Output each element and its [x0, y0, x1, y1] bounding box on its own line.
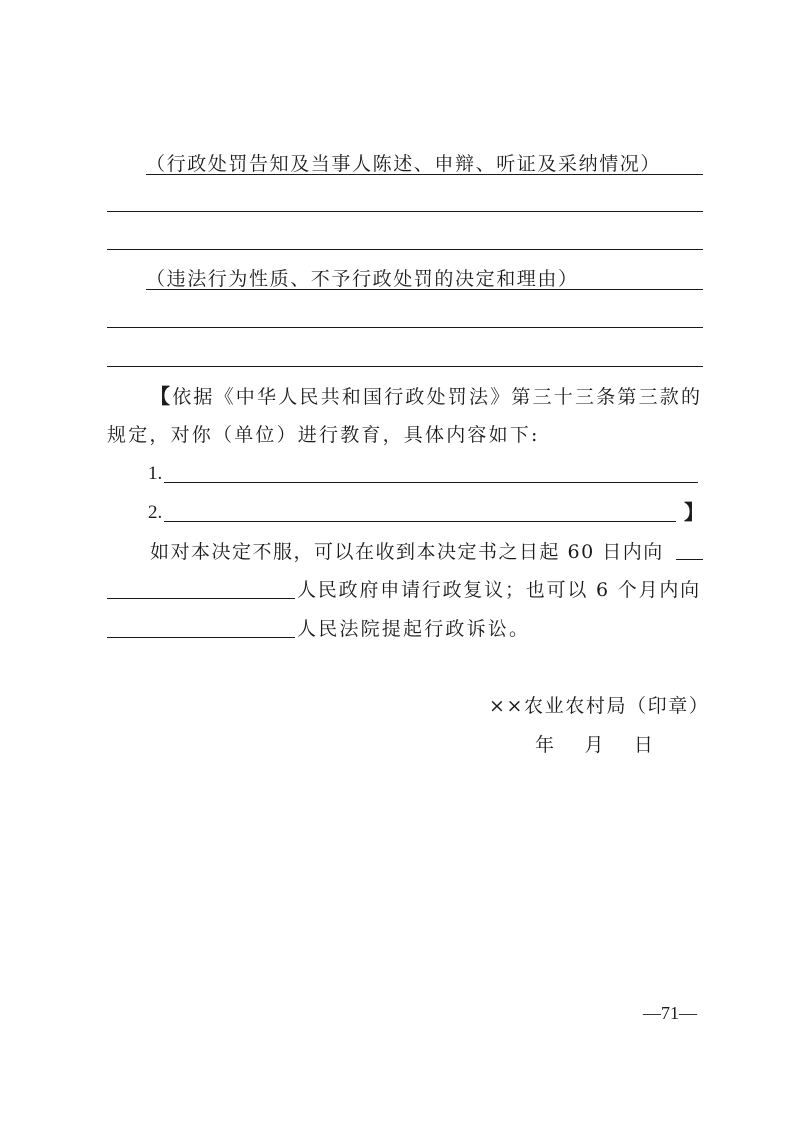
education-paragraph-line-2: 规定，对你（单位）进行教育，具体内容如下:: [107, 424, 540, 446]
item-2-label: 2.: [148, 502, 163, 523]
close-bracket: 】: [684, 500, 707, 524]
nature-blank-line-2[interactable]: [107, 366, 703, 367]
appeal-line-3: 人民法院提起行政诉讼。: [297, 618, 531, 640]
notice-blank-line-2[interactable]: [107, 249, 703, 250]
appeal-blank-line-1b[interactable]: [107, 598, 295, 599]
appeal-blank-line-2[interactable]: [107, 637, 295, 638]
nature-blank-line-1[interactable]: [107, 327, 703, 328]
item-1-blank-line[interactable]: [164, 482, 698, 483]
item-2-blank-line[interactable]: [164, 521, 676, 522]
appeal-line-2: 人民政府申请行政复议；也可以 6 个月内向: [297, 579, 701, 601]
date-line: [535, 733, 655, 757]
notice-blank-line-1[interactable]: [107, 211, 703, 212]
page-number: —71—: [643, 1003, 697, 1023]
date-month: 月: [584, 734, 606, 756]
appeal-blank-line-1a[interactable]: [676, 559, 703, 560]
appeal-line-1: 如对本决定不服，可以在收到本决定书之日起 60 日内向: [150, 541, 664, 563]
open-bracket: 【: [150, 384, 173, 408]
notice-caption-underline: [146, 174, 703, 175]
issuer-seal: ××农业农村局（印章）: [489, 695, 710, 717]
nature-caption-underline: [146, 289, 703, 290]
education-text-1: 依据《中华人民共和国行政处罚法》第三十三条第三款的: [172, 386, 703, 408]
notice-caption: （行政处罚告知及当事人陈述、申辩、听证及采纳情况）: [146, 153, 662, 175]
date-year: 年: [535, 734, 557, 756]
item-1-label: 1.: [148, 463, 163, 484]
date-day: 日: [633, 734, 656, 756]
nature-caption: （违法行为性质、不予行政处罚的决定和理由）: [146, 268, 579, 290]
education-paragraph-line-1: [150, 384, 702, 409]
